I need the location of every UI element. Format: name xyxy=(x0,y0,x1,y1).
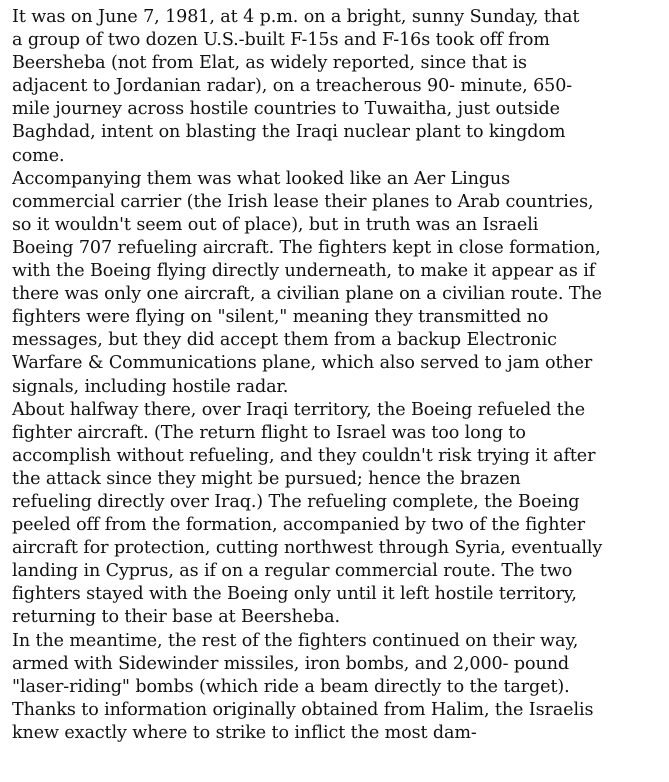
text-line-30: "laser-riding" bombs (which ride a beam directly to the target). xyxy=(12,676,570,697)
text-line-32: knew exactly where to strike to inflict the most dam- xyxy=(12,722,477,743)
text-line-26: fighters stayed with the Boeing only until it left hostile territory, xyxy=(12,584,577,605)
text-line-19: fighter aircraft. (The return flight to Israel was too long to xyxy=(12,422,526,443)
text-line-2: a group of two dozen U.S.-built F-15s and F-16s took off from xyxy=(12,30,550,51)
text-line-6: Baghdad, intent on blasting the Iraqi nuclear plant to kingdom xyxy=(12,122,566,143)
text-line-8: Accompanying them was what looked like an Aer Lingus xyxy=(12,168,511,189)
text-line-14: fighters were flying on "silent," meaning they transmitted no xyxy=(12,307,549,328)
text-line-25: landing in Cyprus, as if on a regular commercial route. The two xyxy=(12,561,573,582)
text-line-20: accomplish without refueling, and they couldn't risk trying it after xyxy=(12,445,596,466)
text-line-10: so it wouldn't seem out of place), but in truth was an Israeli xyxy=(12,214,539,235)
text-line-22: refueling directly over Iraq.) The refueling complete, the Boeing xyxy=(12,491,580,512)
text-line-29: armed with Sidewinder missiles, iron bombs, and 2,000- pound xyxy=(12,653,570,674)
text-line-31: Thanks to information originally obtained from Halim, the Israelis xyxy=(12,699,594,720)
text-line-11: Boeing 707 refueling aircraft. The fighters kept in close formation, xyxy=(12,237,601,258)
text-line-4: adjacent to Jordanian radar), on a treacherous 90- minute, 650- xyxy=(12,76,573,97)
text-line-5: mile journey across hostile countries to Tuwaitha, just outside xyxy=(12,99,560,120)
text-line-1: It was on June 7, 1981, at 4 p.m. on a bright, sunny Sunday, that xyxy=(12,7,580,27)
text-line-18: About halfway there, over Iraqi territory, the Boeing refueled the xyxy=(12,399,586,420)
document-page xyxy=(12,6,664,745)
text-line-27: returning to their base at Beersheba. xyxy=(12,607,340,628)
text-line-15: messages, but they did accept them from a backup Electronic xyxy=(12,330,557,351)
text-line-28: In the meantime, the rest of the fighters continued on their way, xyxy=(12,630,579,651)
text-line-9: commercial carrier (the Irish lease their planes to Arab countries, xyxy=(12,191,594,212)
text-line-24: aircraft for protection, cutting northwest through Syria, eventually xyxy=(12,538,603,559)
text-line-3: Beersheba (not from Elat, as widely reported, since that is xyxy=(12,53,527,74)
text-line-12: with the Boeing flying directly underneath, to make it appear as if xyxy=(12,261,596,282)
text-line-23: peeled off from the formation, accompanied by two of the fighter xyxy=(12,515,585,536)
text-line-7: come. xyxy=(12,145,65,166)
text-line-16: Warfare & Communications plane, which also served to jam other xyxy=(12,353,593,374)
text-line-17: signals, including hostile radar. xyxy=(12,376,289,397)
text-line-21: the attack since they might be pursued; hence the brazen xyxy=(12,468,521,489)
text-line-13: there was only one aircraft, a civilian plane on a civilian route. The xyxy=(12,284,602,305)
